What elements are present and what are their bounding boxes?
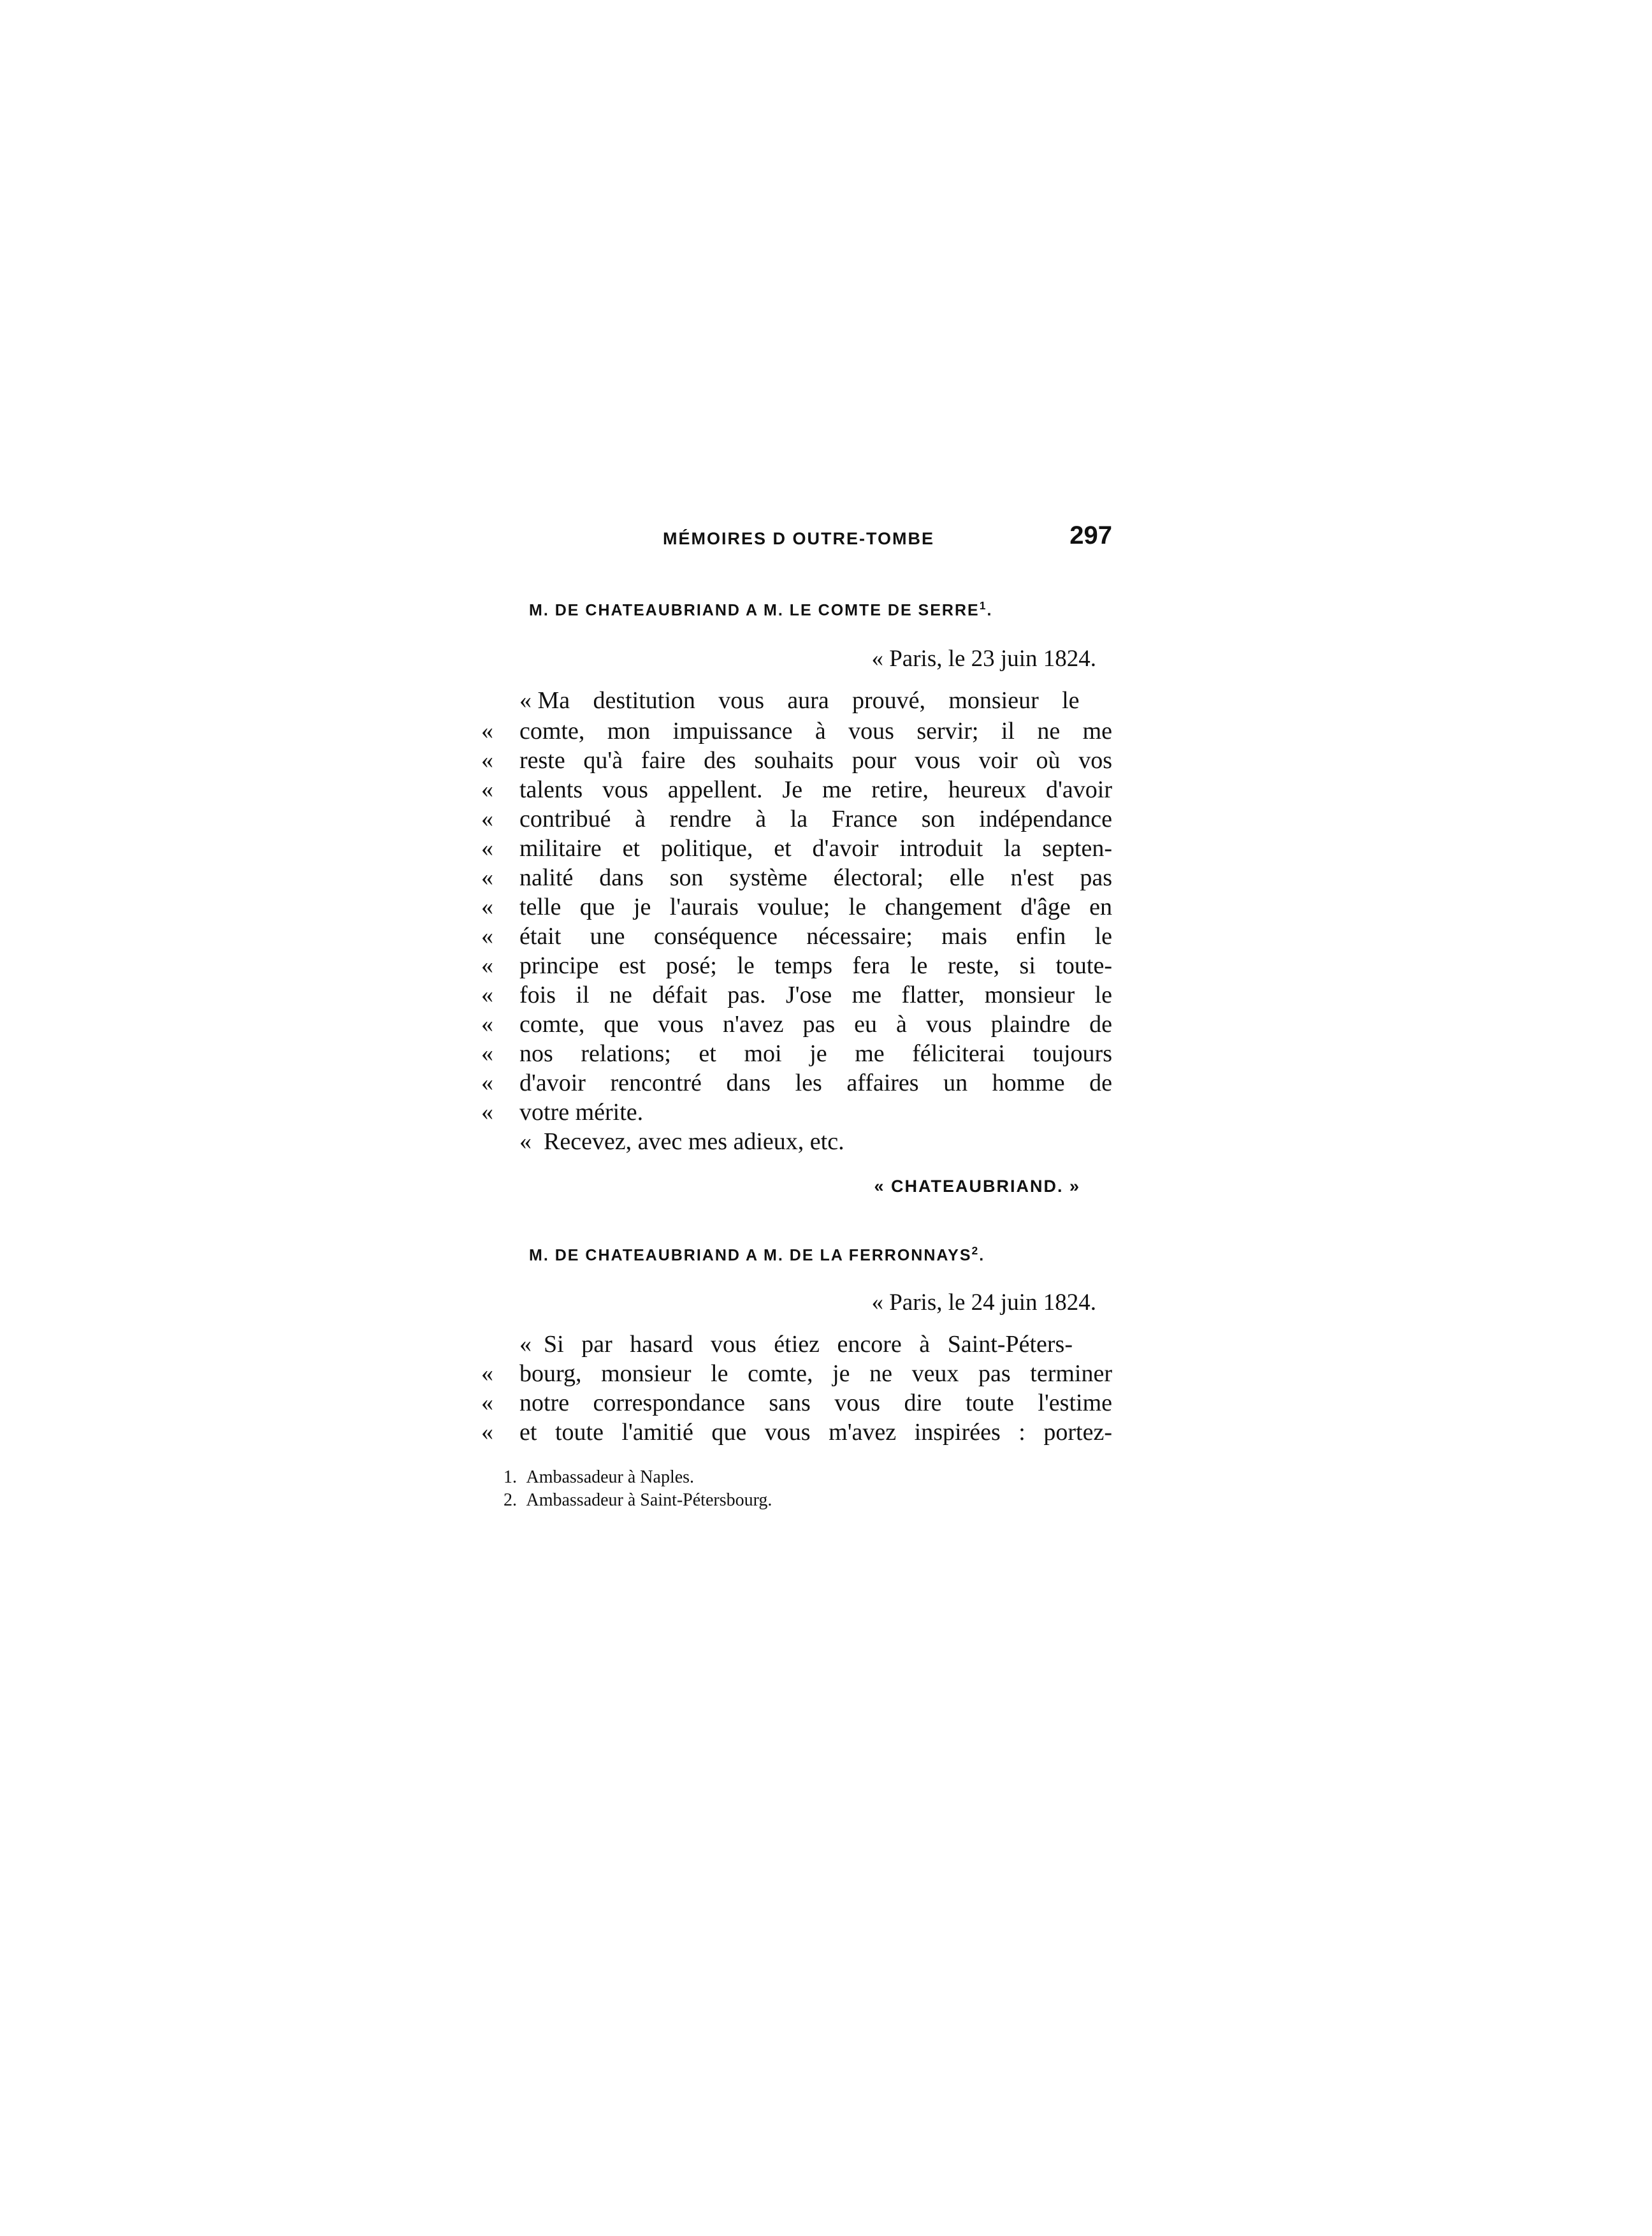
letter-1-line: « telle que je l'aurais voulue; le changement d'âge en bbox=[481, 894, 1112, 920]
letter-1-dateline: « Paris, le 23 juin 1824. bbox=[871, 646, 1096, 672]
letter-1-line: « fois il ne défait pas. J'ose me flatter, monsieur le bbox=[481, 982, 1112, 1008]
letter-2-heading: M. DE CHATEAUBRIAND A M. DE LA FERRONNAYS$^2$. bbox=[529, 1244, 985, 1265]
letter-1-line: « talents vous appellent. Je me retire, heureux d'avoir bbox=[481, 776, 1112, 803]
letter-1-line: « nos relations; et moi je me féliciterai toujours bbox=[481, 1040, 1112, 1067]
running-title: MÉMOIRES D OUTRE-TOMBE bbox=[663, 529, 935, 548]
letter-1-line: « comte, mon impuissance à vous servir; il ne me bbox=[481, 718, 1112, 744]
letter-1-line: « était une conséquence nécessaire; mais enfin le bbox=[481, 923, 1112, 950]
letter-1-line: « reste qu'à faire des souhaits pour vous voir où vos bbox=[481, 747, 1112, 774]
letter-1-line: « militaire et politique, et d'avoir introduit la septen- bbox=[481, 835, 1112, 862]
letter-2-dateline: « Paris, le 24 juin 1824. bbox=[871, 1289, 1096, 1316]
letter-1-line: « Ma destitution vous aura prouvé, monsieur le bbox=[519, 687, 1080, 714]
letter-1-line: « nalité dans son système électoral; elle n'est pas bbox=[481, 864, 1112, 891]
page-number: 297 bbox=[1069, 521, 1112, 549]
letter-1-line: « principe est posé; le temps fera le reste, si toute- bbox=[481, 952, 1112, 979]
letter-2-line: « bourg, monsieur le comte, je ne veux pas terminer bbox=[481, 1360, 1112, 1387]
letter-1-heading: M. DE CHATEAUBRIAND A M. LE COMTE DE SERRE$^1$. bbox=[529, 599, 993, 620]
letter-2-line: « et toute l'amitié que vous m'avez inspirées : portez- bbox=[481, 1419, 1112, 1446]
letter-1-line: « d'avoir rencontré dans les affaires un homme de bbox=[481, 1070, 1112, 1096]
letter-1-line: « contribué à rendre à la France son indépendance bbox=[481, 806, 1112, 832]
letter-1-line: « Recevez, avec mes adieux, etc. bbox=[519, 1128, 844, 1155]
letter-2-line: « Si par hasard vous étiez encore à Saint-Péters- bbox=[519, 1331, 1073, 1358]
letter-1-line: « comte, que vous n'avez pas eu à vous plaindre de bbox=[481, 1011, 1112, 1038]
letter-1-signature: « CHATEAUBRIAND. » bbox=[874, 1177, 1080, 1196]
page-header bbox=[663, 521, 1112, 560]
footnote-1: 1. Ambassadeur à Naples. bbox=[504, 1467, 695, 1487]
footnote-2: 2. Ambassadeur à Saint-Pétersbourg. bbox=[504, 1490, 772, 1510]
letter-2-line: « notre correspondance sans vous dire toute l'estime bbox=[481, 1390, 1112, 1416]
letter-1-line: « votre mérite. bbox=[481, 1099, 644, 1126]
